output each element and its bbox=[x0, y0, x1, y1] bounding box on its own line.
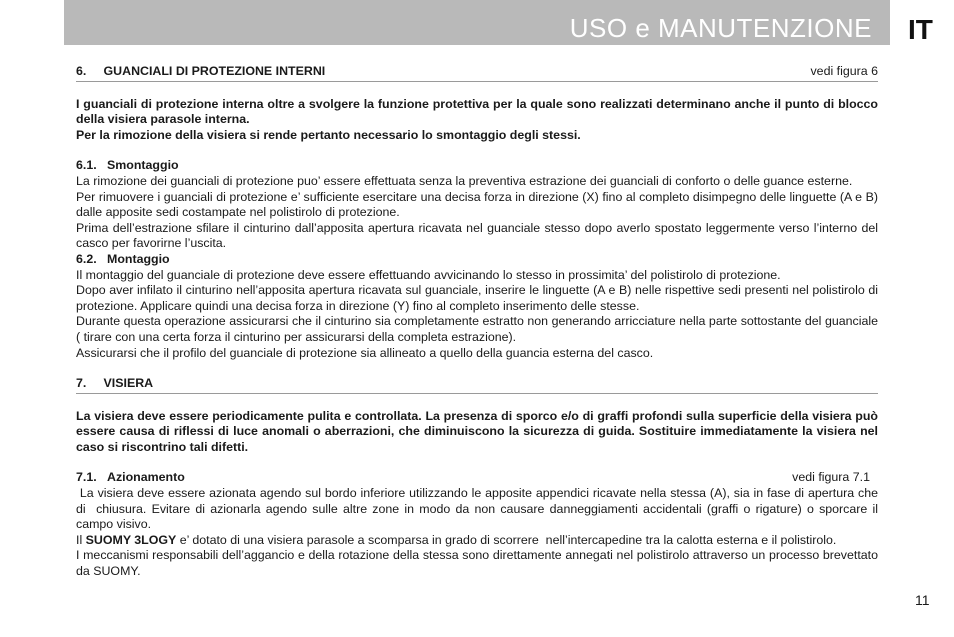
page-number: 11 bbox=[915, 592, 930, 608]
brand-name: SUOMY 3LOGY bbox=[85, 532, 177, 547]
section-7-title: 7. VISIERA bbox=[76, 376, 154, 391]
section-6-2-title: 6.2. Montaggio bbox=[76, 251, 170, 266]
section-7-1-paragraph: I meccanismi responsabili dell’aggancio e della rotazione della stessa sono direttamente annegati nel polistirolo attraverso un processo brevettato da SUOMY. bbox=[76, 548, 878, 579]
section-6-2-paragraph: Durante questa operazione assicurarsi che il cinturino sia completamente estratto non generando arricciature nella parte sottostante del guanciale ( tirare con una certa forza il cinturino per assicurarsi della completa estrazione). bbox=[76, 314, 878, 344]
section-7-intro: La visiera deve essere periodicamente pulita e controllata. La presenza di sporco e/o di graffi profondi sulla superficie della visiera può essere causa di riflessi di luce anomali o aberrazioni, che diminuiscono la sicurezza di guida. Sostituire immediatamente la visiera nel caso si riscontrino tali difetti. bbox=[76, 408, 878, 454]
section-7-1-paragraph: La visiera deve essere azionata agendo sul bordo inferiore utilizzando le apposite appendici ricavate nella stessa (A), sia in fase di apertura che di chiusura. Evitare di azionarla agendo sulle altre zone in modo da non causare danneggiamenti accidentali (graffi o rigature) o sporcare il campo visivo. bbox=[76, 486, 882, 532]
section-7-1-figure-ref: vedi figura 7.1 bbox=[792, 470, 870, 485]
section-7-heading bbox=[76, 376, 878, 394]
header-bar bbox=[64, 0, 890, 45]
section-7-1-title: 7.1. Azionamento bbox=[76, 470, 185, 485]
page-title: USO e MANUTENZIONE bbox=[569, 13, 872, 43]
section-6-intro-2: Per la rimozione della visiera si rende pertanto necessario lo smontaggio degli stessi. bbox=[76, 127, 581, 142]
document-body bbox=[76, 64, 882, 580]
section-6-figure-ref: vedi figura 6 bbox=[810, 64, 878, 78]
section-6-intro-1: I guanciali di protezione interna oltre a svolgere la funzione protettiva per la quale sono realizzati determinano anche il punto di blocco della visiera parasole interna. bbox=[76, 96, 878, 127]
section-7-1-paragraph-brand: Il SUOMY 3LOGY e’ dotato di una visiera parasole a scomparsa in grado di scorrere nell’intercapedine tra la calotta esterna e il polistirolo. bbox=[76, 532, 837, 547]
section-6-heading bbox=[76, 64, 878, 82]
section-6-2-paragraph: Assicurarsi che il profilo del guanciale di protezione sia allineato a quello della guancia esterna del casco. bbox=[76, 345, 654, 360]
section-6-1-title: 6.1. Smontaggio bbox=[76, 158, 179, 173]
language-label: IT bbox=[908, 14, 933, 45]
section-6-2-paragraph: Il montaggio del guanciale di protezione deve essere effettuando avvicinando lo stesso in prossimita’ del polistirolo di protezione. bbox=[76, 267, 781, 282]
section-6-1-paragraph: Prima dell’estrazione sfilare il cinturino dall’apposita apertura ricavata nel guanciale stesso dopo averlo spostato leggermente verso l’interno del casco per favorirne l’uscita. bbox=[76, 220, 878, 251]
section-6-2-paragraph: Dopo aver infilato il cinturino nell’apposita apertura ricavata sul guanciale, inserire le linguette (A e B) nelle rispettive sedi presenti nel polistirolo di protezione. Applicare quindi una decisa forza in direzione (Y) fino al completo inserimento delle stesse. bbox=[76, 283, 878, 313]
section-7-1-heading bbox=[76, 470, 878, 486]
section-6-1-paragraph: La rimozione dei guanciali di protezione puo’ essere effettuata senza la preventiva estrazione dei guanciali di conforto o delle guance esterne. bbox=[76, 173, 853, 188]
section-6-title: 6. GUANCIALI DI PROTEZIONE INTERNI bbox=[76, 64, 326, 78]
section-6-1-paragraph: Per rimuovere i guanciali di protezione e’ sufficiente esercitare una decisa forza in direzione (X) fino al completo disimpegno delle linguette (A e B) dalle apposite sedi costampate nel polistirolo di protezione. bbox=[76, 189, 878, 220]
